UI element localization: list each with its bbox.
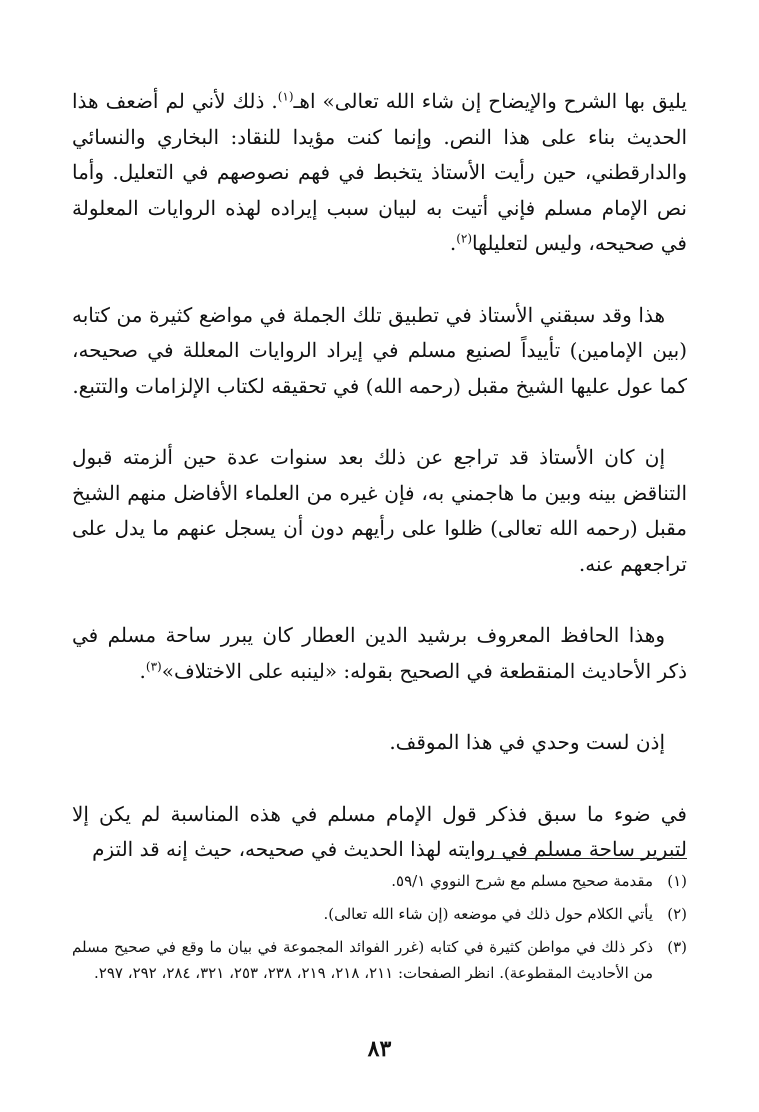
footnote-number: (٢): [667, 905, 687, 923]
footnote-3: [72, 934, 687, 986]
footnote-number: (١): [667, 872, 687, 890]
paragraph-5: إذن لست وحدي في هذا الموقف.: [389, 730, 665, 754]
footnote-ref-2: (٢): [456, 231, 473, 246]
footnote-1: [72, 868, 687, 894]
paragraph-2: هذا وقد سبقني الأستاذ في تطبيق تلك الجملة في مواضع كثيرة من كتابه (بين الإمامين) تأييداً لصنيع مسلم في إيراد الروايات المعللة في صحيحه، كما عول عليها الشيخ مقبل (رحمه الله) في تحقيقه لكتاب الإلزامات والتتبع.: [72, 302, 687, 398]
footnote-2: [72, 901, 687, 927]
footnote-ref-3: (٣): [145, 658, 162, 673]
paragraph-6: في ضوء ما سبق فذكر قول الإمام مسلم في هذه المناسبة لم يكن إلا لتبرير ساحة مسلم في روايته لهذا الحديث في صحيحه، حيث إنه قد التزم: [72, 801, 687, 861]
page-number: ٨٣: [367, 1036, 392, 1062]
footnotes: [72, 868, 687, 993]
footnote-text: يأتي الكلام حول ذلك في موضعه (إن شاء الله تعالى).: [323, 905, 653, 923]
footnote-text: مقدمة صحيح مسلم مع شرح النووي ٥٩/١.: [391, 872, 653, 890]
footnote-text: ذكر ذلك في مواطن كثيرة في كتابه (غرر الفوائد المجموعة في بيان ما وقع في صحيح مسلم من الأحاديث المقطوعة). انظر الصفحات: ٢١١، ٢١٨، ٢١٩، ٢٣٨، ٢٥٣، ٣٢١، ٢٨٤، ٢٩٢، ٢٩٧.: [72, 938, 653, 982]
main-text: [72, 84, 687, 904]
footnote-divider: [487, 858, 687, 859]
paragraph-3: إن كان الأستاذ قد تراجع عن ذلك بعد سنوات عدة حين ألزمته قبول التناقض بينه وبين ما هاجمني به، فإن غيره من العلماء الأفاضل منهم الشيخ مقبل (رحمه الله تعالى) ظلوا على رأيهم دون أن يسجل عنهم ما يدل على تراجعهم عنه.: [72, 445, 687, 576]
footnote-number: (٣): [667, 938, 687, 956]
paragraph-1: يليق بها الشرح والإيضاح إن شاء الله تعالى» اهـ$^{(١)}$. ذلك لأني لم أضعف هذا الحديث بناء على هذا النص. وإنما كنت مؤيدا للنقاد: البخاري والنسائي والدارقطني، حين رأيت الأستاذ يتخبط في فهم نصوصهم في التعليل. وأما نص الإمام مسلم فإني أتيت به لبيان سبب إيراده لهذه الروايات المعلولة في صحيحه، وليس لتعليلها$^{(٢)}$.: [72, 89, 687, 255]
footnote-ref-1: (١): [277, 89, 294, 104]
paragraph-4: وهذا الحافظ المعروف برشيد الدين العطار كان يبرر ساحة مسلم في ذكر الأحاديث المنقطعة في الصحيح بقوله: «لينبه على الاختلاف»$^{(٣)}$.: [72, 623, 687, 683]
